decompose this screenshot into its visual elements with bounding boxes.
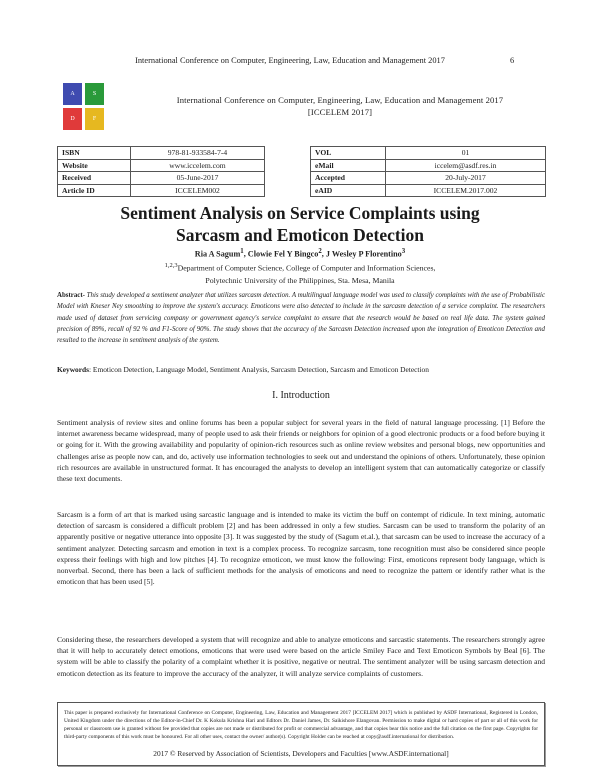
paper-title	[60, 202, 540, 246]
authors: Ria A Sagum$^1$, Clowie Fel Y Bingco$^2$, J Wesley P Florentino$^3$	[194, 248, 406, 259]
meta-value: 20-July-2017	[386, 172, 546, 185]
author-sup: 2	[318, 248, 322, 255]
meta-value: ICCELEM002	[131, 184, 265, 197]
abstract-label: Abstract-	[57, 292, 85, 299]
meta-value: 05-June-2017	[131, 172, 265, 185]
meta-row	[58, 184, 265, 197]
meta-row	[311, 159, 546, 172]
title-line: Sarcasm and Emoticon Detection	[175, 225, 425, 245]
meta-key: ISBN	[58, 147, 131, 160]
author-sup: 3	[401, 248, 406, 255]
meta-value: www.iccelem.com	[131, 159, 265, 172]
logo-tile-s: S	[85, 83, 104, 105]
meta-value: iccelem@asdf.res.in	[386, 159, 546, 172]
affiliation	[60, 260, 540, 287]
author-name: Ria A Sagum	[194, 249, 241, 259]
meta-row	[58, 147, 265, 160]
conference-acronym: [ICCELEM 2017]	[307, 107, 373, 117]
meta-key: Accepted	[311, 172, 386, 185]
meta-key: eAID	[311, 184, 386, 197]
meta-table-right	[310, 146, 546, 197]
meta-row	[311, 184, 546, 197]
meta-value: 978-81-933584-7-4	[131, 147, 265, 160]
meta-key: Article ID	[58, 184, 131, 197]
meta-row	[58, 172, 265, 185]
conference-name: International Conference on Computer, Engineering, Law, Education and Management 2017	[176, 95, 504, 105]
keywords-text: : Emoticon Detection, Language Model, Sentiment Analysis, Sarcasm Detection, Sarcasm and Emoticon Detection	[89, 365, 429, 374]
conference-title	[140, 94, 540, 118]
affiliation-line: Department of Computer Science, College of Computer and Information Sciences,	[177, 263, 436, 273]
page-number: 6	[510, 56, 515, 65]
affiliation-line: Polytechnic University of the Philippines, Sta. Mesa, Manila	[205, 275, 395, 285]
logo-tile-a: A	[63, 83, 82, 105]
affiliation-sup: 1,2,3	[164, 262, 178, 269]
asdf-logo	[63, 83, 105, 131]
title-line: Sentiment Analysis on Service Complaints using	[120, 203, 480, 223]
logo-tile-d: D	[63, 108, 82, 130]
copyright-notice: This paper is prepared exclusively for International Conference on Computer, Engineering, Law, Education and Management 2017 [ICCELEM 2017] which is published by ASDF International, Registered in London, United Kingdom under the directions of the Editor-in-Chief Dr. K Kokula Krishna Hari and Editors Dr. Daniel James, Dr. Saikishore Elangovan. Permission to make digital or hard copies of part or all of this work for personal or classroom use is granted without fee provided that copies are not made or distributed for profit or commercial advantage, and that copies bear this notice and the full citation on the first page. Copyrights for third-party components of this work must be honoured. For all other uses, contact the owner/ author(s). Copyright Holder can be reached at copy@asdf.international for distribution.	[64, 710, 538, 740]
author-name: J Wesley P Florentino	[325, 249, 402, 259]
keywords	[57, 365, 545, 374]
meta-table-left	[57, 146, 265, 197]
meta-row	[311, 147, 546, 160]
section-heading: I. Introduction	[272, 390, 330, 401]
author-name: Clowie Fel Y Bingco	[247, 249, 319, 259]
copyright-footer-box	[57, 702, 545, 766]
abstract	[57, 290, 545, 346]
body-paragraph: Considering these, the researchers developed a system that will recognize and able to analyze emoticons and sarcastic statements. The researchers strongly agree that it will help to accurately detect emotions, emoticons that were used were based on the article Smiley Face and Text Emoticon Symbols by Beal [6]. The system will be able to classify the polarity of a complaint whether it is positive, negative or neutral. The sentiment analyzer will be using sarcasm detection and emoticon detection as its feature to improve the accuracy of the analyzer, it will analyze service complaints of customers.	[57, 635, 545, 678]
meta-key: eMail	[311, 159, 386, 172]
meta-key: VOL	[311, 147, 386, 160]
meta-row	[58, 159, 265, 172]
meta-key: Received	[58, 172, 131, 185]
author-sup: 1	[240, 248, 244, 255]
running-header: International Conference on Computer, Engineering, Law, Education and Management 2017	[135, 56, 445, 65]
meta-key: Website	[58, 159, 131, 172]
copyright-line: 2017 © Reserved by Association of Scientists, Developers and Faculties [www.ASDF.international]	[153, 749, 449, 758]
meta-row	[311, 172, 546, 185]
keywords-label: Keywords	[57, 365, 90, 374]
abstract-text: This study developed a sentiment analyzer that utilizes sarcasm detection. A multilingual language model was used to classify complaints with the use of Probabilistic Model with Kneser Ney smoothing to improve the system's accuracy. Emoticons were also detected to include in the sarcasm detection of a service complaint. The researchers made used of dataset from servicing company or government agency's service complaint to ensure that the research would be based on real life data. The system gained precision of 89%, recall of 92 % and F1-Score of 90%. The study shows that the accuracy of the Sarcasm Detection increased upon the integration of Emoticon Detection and resulted to the increase in sentiment analysis of the system.	[57, 292, 545, 345]
meta-value: 01	[386, 147, 546, 160]
body-paragraph: Sarcasm is a form of art that is marked using sarcastic language and is intended to make its victim the buff on contempt of ridicule. In text mining, automatic detection of sarcasm is considered a difficult problem [2] and has been addressed in only a few studies. Sarcasm can be used to transform the polarity of an apparently positive or negative utterance into opposite [3]. It was suggested by the study of (Sagum et.al.), that sarcasm can be used to increase the accuracy of a sentiment analyzer. Detecting sarcasm and emotion in text is a complex process. To recognize sarcasm, tone recognition must also be considered since people express their feelings with high and low pitches [4]. To recognize emoticon, we must know the following: First, emoticons represent body language, which is nonverbal. Second, there has been a lack of sufficient methods for the analysis of emoticons and need to recognize the pattern or identify rather what is the emoticon that has been used [5].	[57, 510, 545, 587]
logo-tile-f: F	[85, 108, 104, 130]
body-paragraph: Sentiment analysis of review sites and online forums has been a popular subject for several years in the field of natural language processing. [1] Before the internet awareness became widespread, many of people used to ask their friends or neighbors for opinion of a good electronic products or a food before buying it or going for it. With the growing availability and popularity of opinion-rich resources such as online review websites and personal blogs, new opportunities and challenges arise as people now can, and do, actively use information technologies to seek out and understand the opinions of others. Unfortunately, these opinion rich resources are available in unstructured format. It has encouraged the analysts to develop an intelligent system that can automatically categorize or classify these text documents.	[57, 418, 545, 484]
meta-value: ICCELEM.2017.002	[386, 184, 546, 197]
